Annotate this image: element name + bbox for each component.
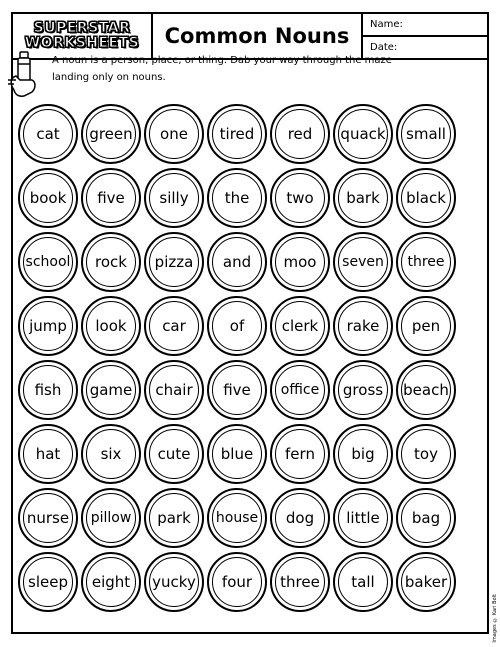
name-field[interactable] — [363, 14, 487, 35]
maze-word: school — [25, 254, 71, 270]
maze-circle[interactable] — [333, 424, 393, 484]
name-label: Name: — [370, 19, 403, 30]
maze-word: jump — [29, 317, 67, 335]
maze-word: silly — [159, 189, 189, 207]
maze-circle[interactable] — [144, 552, 204, 612]
maze-word: car — [162, 317, 186, 335]
maze-word: seven — [342, 254, 384, 270]
maze-word: one — [160, 125, 188, 143]
maze-word: bag — [411, 509, 441, 527]
maze-circle[interactable] — [270, 488, 330, 548]
date-label: Date: — [370, 42, 398, 53]
noun-maze-grid — [18, 104, 458, 612]
instructions-line-1: A noun is a person, place, or thing. Dab your way through the maze — [52, 55, 392, 66]
maze-word: dog — [285, 509, 315, 527]
maze-word: tall — [351, 573, 375, 591]
maze-circle[interactable] — [18, 296, 78, 356]
maze-circle[interactable] — [81, 360, 141, 420]
maze-word: look — [95, 317, 127, 335]
maze-circle[interactable] — [396, 488, 456, 548]
maze-word: park — [157, 509, 191, 527]
maze-circle[interactable] — [207, 424, 267, 484]
maze-circle[interactable] — [144, 360, 204, 420]
maze-word: small — [406, 125, 446, 143]
maze-circle[interactable] — [144, 488, 204, 548]
maze-word: hat — [35, 445, 61, 463]
instructions-line-2: landing only on nouns. — [52, 72, 166, 83]
maze-word: book — [29, 189, 67, 207]
maze-word: tired — [219, 125, 255, 143]
maze-circle[interactable] — [81, 232, 141, 292]
maze-circle[interactable] — [144, 232, 204, 292]
maze-circle[interactable] — [144, 104, 204, 164]
maze-word: quack — [340, 125, 386, 143]
maze-circle[interactable] — [207, 360, 267, 420]
maze-circle[interactable] — [333, 232, 393, 292]
maze-circle[interactable] — [207, 104, 267, 164]
logo-line-2: WORKSHEETS — [24, 35, 140, 51]
maze-word: toy — [414, 445, 438, 463]
maze-word: cute — [157, 445, 191, 463]
maze-word: nurse — [26, 509, 70, 527]
maze-word: two — [286, 189, 314, 207]
maze-circle[interactable] — [270, 232, 330, 292]
maze-word: and — [222, 253, 252, 271]
maze-word: yucky — [152, 573, 196, 591]
maze-word: five — [97, 189, 125, 207]
maze-word: red — [287, 125, 313, 143]
maze-word: fern — [285, 445, 315, 463]
maze-word: beach — [403, 381, 449, 399]
maze-word: cat — [36, 125, 60, 143]
maze-circle[interactable] — [333, 552, 393, 612]
maze-circle[interactable] — [81, 488, 141, 548]
maze-word: three — [407, 254, 445, 270]
maze-circle[interactable] — [333, 168, 393, 228]
maze-circle[interactable] — [207, 488, 267, 548]
maze-circle[interactable] — [396, 552, 456, 612]
maze-word: pen — [411, 317, 441, 335]
maze-circle[interactable] — [396, 296, 456, 356]
maze-word: game — [89, 381, 133, 399]
bingo-dauber-icon — [6, 50, 46, 100]
logo-line-1: SUPERSTAR — [33, 20, 131, 36]
maze-word: the — [224, 189, 250, 207]
maze-word: fish — [34, 381, 62, 399]
maze-word: clerk — [281, 317, 319, 335]
maze-circle[interactable] — [18, 104, 78, 164]
image-credit: Images © Kari Bolt — [492, 594, 498, 643]
maze-circle[interactable] — [144, 424, 204, 484]
maze-word: green — [89, 125, 133, 143]
maze-circle[interactable] — [18, 552, 78, 612]
maze-circle[interactable] — [270, 296, 330, 356]
maze-circle[interactable] — [18, 232, 78, 292]
maze-circle[interactable] — [270, 360, 330, 420]
maze-circle[interactable] — [270, 424, 330, 484]
maze-circle[interactable] — [144, 296, 204, 356]
maze-circle[interactable] — [207, 296, 267, 356]
maze-word: five — [223, 381, 251, 399]
maze-circle[interactable] — [81, 552, 141, 612]
maze-word: gross — [342, 381, 384, 399]
maze-circle[interactable] — [207, 552, 267, 612]
maze-word: three — [280, 573, 320, 591]
maze-circle[interactable] — [333, 488, 393, 548]
maze-word: blue — [220, 445, 254, 463]
maze-word: sleep — [28, 573, 68, 591]
maze-circle[interactable] — [81, 104, 141, 164]
maze-circle[interactable] — [333, 360, 393, 420]
maze-circle[interactable] — [396, 168, 456, 228]
maze-word: of — [229, 317, 245, 335]
maze-word: big — [351, 445, 375, 463]
maze-circle[interactable] — [396, 232, 456, 292]
worksheet-title: Common Nouns — [153, 14, 363, 58]
maze-circle[interactable] — [270, 168, 330, 228]
maze-word: pizza — [154, 253, 194, 271]
maze-word: four — [221, 573, 253, 591]
maze-word: rock — [95, 253, 127, 271]
maze-word: six — [100, 445, 122, 463]
maze-circle[interactable] — [396, 360, 456, 420]
maze-circle[interactable] — [270, 104, 330, 164]
maze-circle[interactable] — [396, 424, 456, 484]
maze-circle[interactable] — [270, 552, 330, 612]
maze-circle[interactable] — [396, 104, 456, 164]
maze-circle[interactable] — [18, 168, 78, 228]
instructions — [52, 52, 462, 86]
maze-word: bark — [346, 189, 380, 207]
maze-word: moo — [283, 253, 317, 271]
maze-circle[interactable] — [81, 424, 141, 484]
maze-word: office — [280, 382, 320, 398]
maze-circle[interactable] — [81, 168, 141, 228]
maze-circle[interactable] — [207, 232, 267, 292]
maze-circle[interactable] — [144, 168, 204, 228]
maze-word: house — [215, 510, 259, 526]
maze-circle[interactable] — [18, 424, 78, 484]
maze-word: little — [346, 509, 380, 527]
maze-word: black — [406, 189, 446, 207]
maze-circle[interactable] — [333, 296, 393, 356]
maze-circle[interactable] — [207, 168, 267, 228]
maze-word: rake — [346, 317, 380, 335]
maze-word: pillow — [90, 510, 132, 526]
maze-circle[interactable] — [18, 488, 78, 548]
maze-word: chair — [155, 381, 193, 399]
maze-circle[interactable] — [81, 296, 141, 356]
maze-circle[interactable] — [18, 360, 78, 420]
maze-word: baker — [404, 573, 448, 591]
maze-word: eight — [91, 573, 131, 591]
maze-circle[interactable] — [333, 104, 393, 164]
